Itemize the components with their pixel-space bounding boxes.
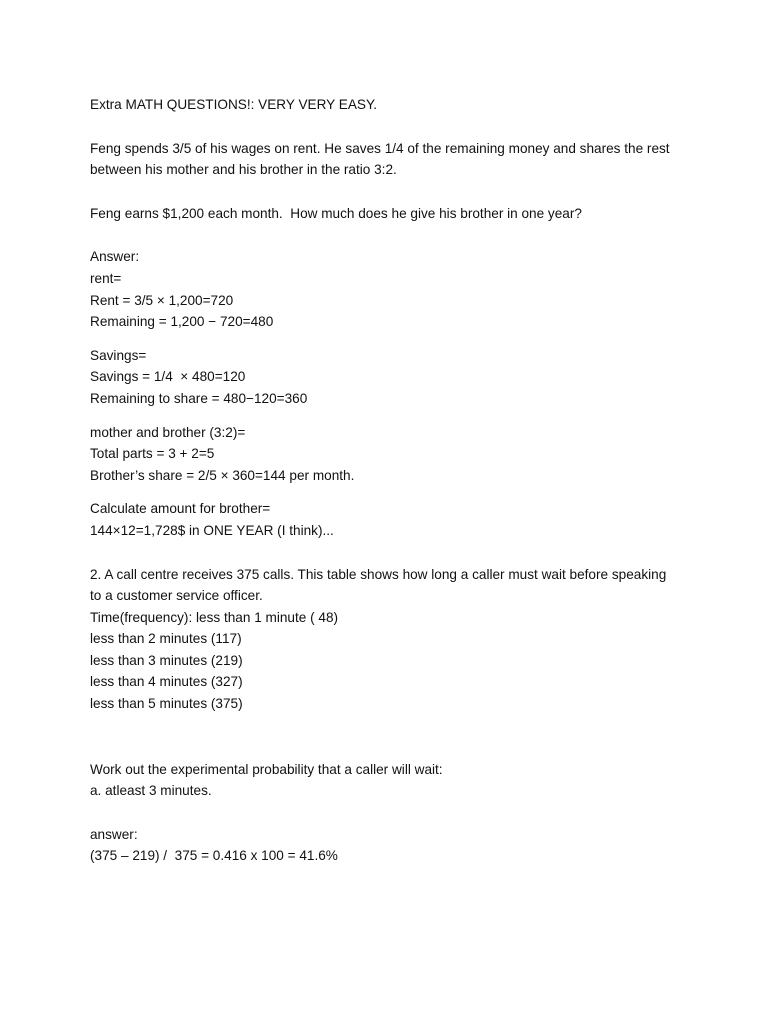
question1-prompt: Feng earns $1,200 each month. How much does he give his brother in one year?	[90, 205, 582, 221]
document-content	[90, 94, 690, 867]
spacer	[90, 116, 690, 138]
frequency-table-line: Time(frequency): less than 1 minute ( 48)	[90, 609, 339, 625]
frequency-table-line: less than 2 minutes (117)	[90, 631, 242, 647]
answer-heading: Answer:	[90, 249, 140, 265]
question2-task-line: Work out the experimental probability that a caller will wait:	[90, 761, 443, 777]
share-line: Brother’s share = 2/5 × 360=144 per month.	[90, 467, 355, 483]
rent-line: Rent = 3/5 × 1,200=720	[90, 292, 234, 308]
share-line: mother and brother (3:2)=	[90, 424, 246, 440]
document-title: Extra MATH QUESTIONS!: VERY VERY EASY.	[90, 97, 378, 112]
savings-line: Remaining to share = 480−120=360	[90, 390, 308, 406]
spacer	[90, 542, 690, 564]
savings-line: Savings = 1/4 × 480=120	[90, 369, 246, 385]
question1-text-line: Feng spends 3/5 of his wages on rent. He saves 1/4 of the remaining money and shares the rest	[90, 140, 670, 156]
question2-answer-line: (375 – 219) / 375 = 0.416 x 100 = 41.6%	[90, 848, 338, 864]
question2-task-line: a. atleast 3 minutes.	[90, 783, 212, 799]
question1-text-line: between his mother and his brother in the ratio 3:2.	[90, 162, 397, 178]
spacer	[90, 410, 690, 422]
frequency-table-line: less than 3 minutes (219)	[90, 652, 243, 668]
spacer	[90, 715, 690, 759]
savings-line: Savings=	[90, 347, 147, 363]
spacer	[90, 224, 690, 246]
rent-line: rent=	[90, 270, 122, 286]
spacer	[90, 181, 690, 203]
question2-text-line: to a customer service officer.	[90, 588, 263, 604]
share-line: Total parts = 3 + 2=5	[90, 446, 215, 462]
rent-line: Remaining = 1,200 − 720=480	[90, 314, 274, 330]
question2-answer-line: answer:	[90, 826, 138, 842]
frequency-table-line: less than 4 minutes (327)	[90, 674, 243, 690]
brother-line: Calculate amount for brother=	[90, 501, 271, 517]
spacer	[90, 486, 690, 498]
question2-text-line: 2. A call centre receives 375 calls. This table shows how long a caller must wait before speaking	[90, 566, 667, 582]
brother-line: 144×12=1,728$ in ONE YEAR (I think)...	[90, 522, 334, 538]
spacer	[90, 333, 690, 345]
frequency-table-line: less than 5 minutes (375)	[90, 696, 243, 712]
spacer	[90, 802, 690, 824]
